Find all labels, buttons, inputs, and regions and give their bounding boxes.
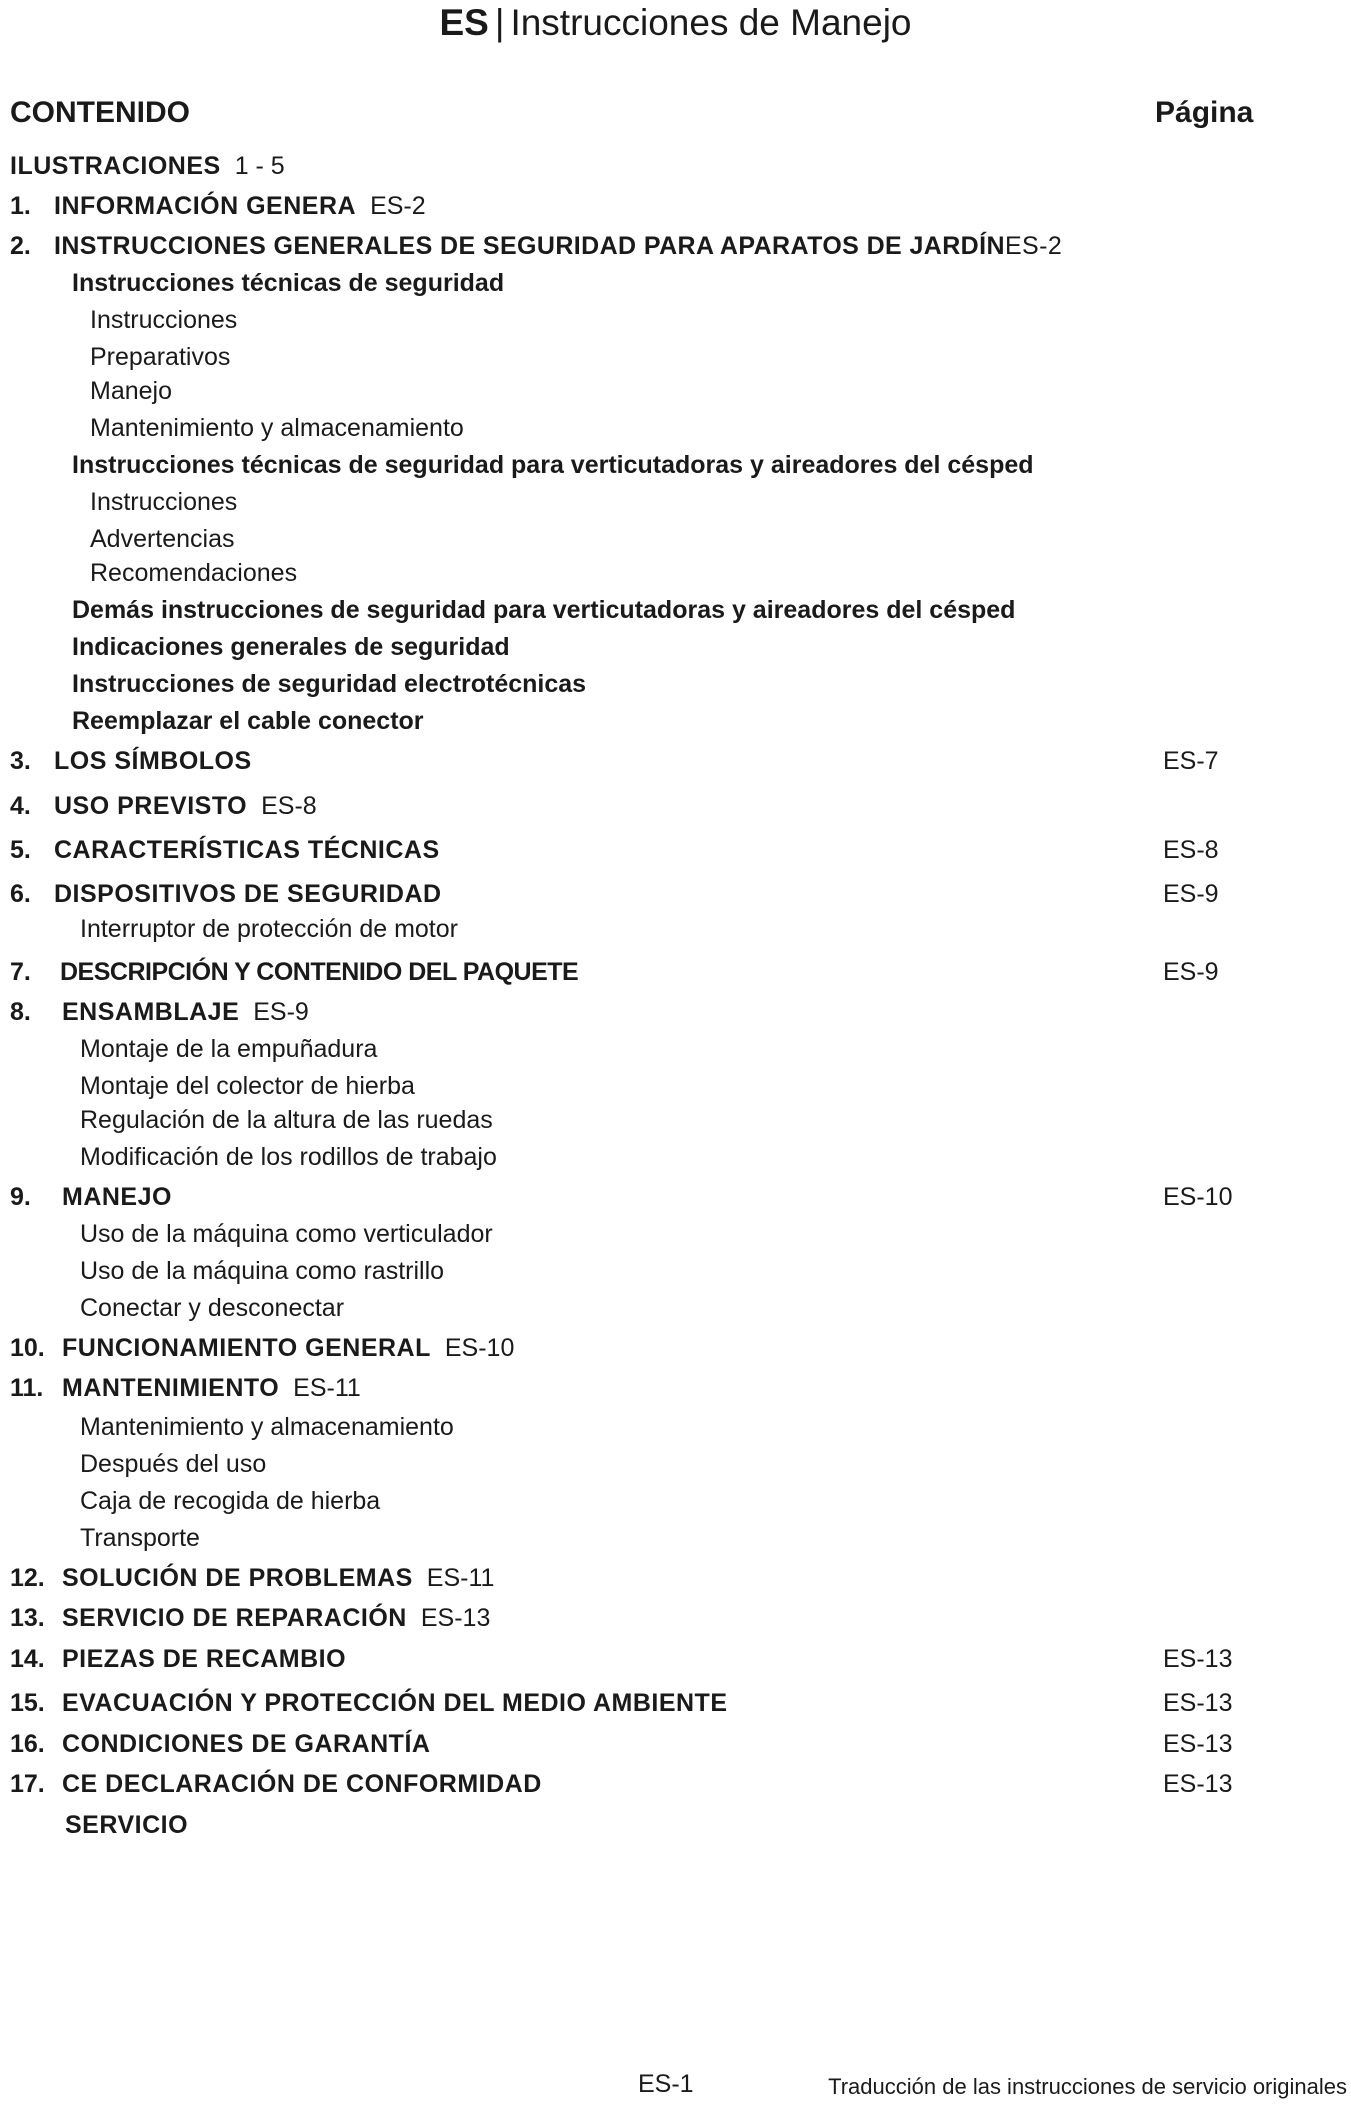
toc-entry-number: 12. [10, 1564, 45, 1592]
toc-entry [0, 1334, 1351, 1370]
toc-entry-title: LOS SÍMBOLOS [54, 747, 252, 775]
toc-entry-title: SOLUCIÓN DE PROBLEMAS ES-11 [62, 1564, 495, 1592]
toc-entry-title: Después del uso [80, 1450, 267, 1478]
translation-note: Traducción de las instrucciones de servicio originales [828, 2074, 1347, 2099]
toc-entry-title: Instrucciones [90, 306, 238, 334]
toc-entry-number: 11. [10, 1374, 44, 1402]
toc-entry [0, 1770, 1351, 1806]
toc-entry-title: INFORMACIÓN GENERA ES-2 [54, 192, 426, 220]
toc-entry-number: 16. [10, 1730, 45, 1758]
toc-entry-number: 6. [10, 880, 31, 908]
toc-entry-inline-page: ES-2 [370, 192, 426, 220]
toc-title: CONTENIDO [10, 96, 190, 129]
toc-entry [0, 1072, 1351, 1108]
toc-entry-page: ES-13 [1163, 1689, 1233, 1717]
toc-entry-title: ENSAMBLAJE ES-9 [62, 998, 309, 1026]
toc-entry-page: ES-10 [1163, 1183, 1233, 1211]
toc-entry [0, 414, 1351, 450]
toc-entry [0, 451, 1351, 487]
toc-entry-title: Reemplazar el cable conector [72, 707, 424, 735]
toc-entry [0, 1524, 1351, 1560]
toc-entry-page: ES-9 [1163, 958, 1219, 986]
toc-entry-page: ES-13 [1163, 1770, 1233, 1798]
toc-entry-page: ES-8 [1163, 836, 1219, 864]
toc-entry-number: 14. [10, 1645, 45, 1673]
toc-entry-title: Uso de la máquina como rastrillo [80, 1257, 445, 1285]
toc-entry [0, 958, 1351, 994]
toc-entry-number: 15. [10, 1689, 45, 1717]
toc-entry [0, 1294, 1351, 1330]
toc-entry-title: Montaje del colector de hierba [80, 1072, 415, 1100]
toc-entry [0, 915, 1351, 951]
toc-entry-title: ILUSTRACIONES 1 - 5 [10, 152, 285, 180]
page-column-header: Página [1155, 96, 1254, 129]
toc-entry-page: ES-13 [1163, 1730, 1233, 1758]
toc-entry [0, 269, 1351, 305]
toc-entry-title: Indicaciones generales de seguridad [72, 633, 510, 661]
toc-entry [0, 1220, 1351, 1256]
toc-entry-title: Instrucciones de seguridad electrotécnicas [72, 670, 587, 698]
toc-entry-title: Modificación de los rodillos de trabajo [80, 1143, 497, 1171]
toc-entry [0, 792, 1351, 828]
toc-entry-title: Preparativos [90, 343, 231, 371]
toc-entry-title: Regulación de la altura de las ruedas [80, 1106, 493, 1134]
header-title: Instrucciones de Manejo [510, 2, 912, 43]
toc-entry [0, 1564, 1351, 1600]
toc-entry-title: DESCRIPCIÓN Y CONTENIDO DEL PAQUETE [60, 958, 579, 986]
toc-entry-title: Transporte [80, 1524, 200, 1552]
toc-entry [0, 1450, 1351, 1486]
toc-entry [0, 1257, 1351, 1293]
toc-entry [0, 559, 1351, 595]
toc-entry [0, 1730, 1351, 1766]
toc-entry-number: 2. [10, 232, 31, 260]
toc-entry [0, 1645, 1351, 1681]
toc-entry-title: SERVICIO [65, 1811, 189, 1839]
toc-entry-title: Instrucciones técnicas de seguridad [72, 269, 505, 297]
toc-entry [0, 525, 1351, 561]
toc-entry [0, 192, 1351, 228]
toc-entry-inline-page: ES-13 [420, 1604, 491, 1632]
toc-entry [0, 670, 1351, 706]
page-header [0, 2, 1351, 44]
toc-entry-number: 9. [10, 1183, 31, 1211]
toc-entry-inline-page: ES-8 [261, 792, 317, 820]
toc-entry [0, 1604, 1351, 1640]
toc-entry [0, 1183, 1351, 1219]
toc-entry [0, 707, 1351, 743]
toc-entry [0, 1811, 1351, 1847]
toc-entry-number: 17. [10, 1770, 45, 1798]
toc-entry-title: EVACUACIÓN Y PROTECCIÓN DEL MEDIO AMBIENTE [62, 1689, 728, 1717]
toc-entry [0, 880, 1351, 916]
toc-entry-title: Montaje de la empuñadura [80, 1035, 378, 1063]
toc-entry-number: 13. [10, 1604, 45, 1632]
toc-entry-title: PIEZAS DE RECAMBIO [62, 1645, 347, 1673]
toc-entry-title: USO PREVISTO ES-8 [54, 792, 317, 820]
toc-entry-title: MANEJO [62, 1183, 172, 1211]
toc-entry-page: ES-13 [1163, 1645, 1233, 1673]
toc-entry-title: Manejo [90, 377, 172, 405]
toc-entry-number: 7. [10, 958, 31, 986]
toc-entry-title: MANTENIMIENTO ES-11 [62, 1374, 361, 1402]
toc-entry [0, 306, 1351, 342]
toc-entry-number: 10. [10, 1334, 45, 1362]
toc-entry-title: Mantenimiento y almacenamiento [90, 414, 464, 442]
toc-entry [0, 633, 1351, 669]
toc-entry-inline-page: ES-11 [426, 1564, 495, 1592]
toc-entry-title: DISPOSITIVOS DE SEGURIDAD [54, 880, 442, 908]
toc-entry [0, 1143, 1351, 1179]
toc-entry [0, 488, 1351, 524]
toc-entry-title: Uso de la máquina como verticulador [80, 1220, 493, 1248]
page-number: ES-1 [638, 2070, 694, 2098]
toc-entry [0, 343, 1351, 379]
toc-entry-number: 8. [10, 998, 31, 1026]
toc-entry-title: Recomendaciones [90, 559, 298, 587]
toc-entry [0, 1689, 1351, 1725]
toc-entry-title: Instrucciones técnicas de seguridad para verticutadoras y aireadores del césped [72, 451, 1034, 479]
toc-entry [0, 747, 1351, 783]
toc-entry [0, 596, 1351, 632]
toc-entry-number: 5. [10, 836, 31, 864]
toc-entry-title: SERVICIO DE REPARACIÓN ES-13 [62, 1604, 491, 1632]
toc-entry-page: ES-7 [1163, 747, 1219, 775]
toc-entry [0, 152, 1351, 188]
toc-entry-inline-page: ES-11 [293, 1374, 361, 1402]
toc-entry-inline-page: ES-10 [444, 1334, 515, 1362]
toc-entry-number: 3. [10, 747, 31, 775]
toc-entry [0, 1487, 1351, 1523]
toc-entry-title: CE DECLARACIÓN DE CONFORMIDAD [62, 1770, 542, 1798]
toc-entry-title: Conectar y desconectar [80, 1294, 345, 1322]
toc-entry-inline-page: ES-2 [1004, 232, 1063, 260]
toc-entry-title: INSTRUCCIONES GENERALES DE SEGURIDAD PARA APARATOS DE JARDÍNES-2 [54, 232, 1063, 260]
language-code: ES [439, 2, 489, 43]
toc-entry-title: FUNCIONAMIENTO GENERAL ES-10 [62, 1334, 515, 1362]
toc-entry-number: 4. [10, 792, 31, 820]
toc-entry-title: Mantenimiento y almacenamiento [80, 1413, 454, 1441]
toc-entry [0, 1035, 1351, 1071]
toc-entry [0, 998, 1351, 1034]
toc-entry-title: CONDICIONES DE GARANTÍA [62, 1730, 431, 1758]
toc-entry [0, 836, 1351, 872]
toc-entry [0, 1413, 1351, 1449]
toc-entry [0, 1374, 1351, 1410]
toc-entry-title: Caja de recogida de hierba [80, 1487, 381, 1515]
toc-entry-title: Instrucciones [90, 488, 238, 516]
toc-entry [0, 1106, 1351, 1142]
toc-entry-number: 1. [10, 192, 31, 220]
toc-entry-page: ES-9 [1163, 880, 1219, 908]
toc-entry-inline-page: ES-9 [253, 998, 309, 1026]
toc-entry-title: Interruptor de protección de motor [80, 915, 458, 943]
toc-entry-title: Advertencias [90, 525, 235, 553]
toc-entry-title: Demás instrucciones de seguridad para verticutadoras y aireadores del césped [72, 596, 1016, 624]
toc-entry-inline-page: 1 - 5 [234, 152, 285, 180]
toc-entry [0, 377, 1351, 413]
toc-entry [0, 232, 1351, 268]
header-separator: | [494, 2, 505, 43]
toc-entry-title: CARACTERÍSTICAS TÉCNICAS [54, 836, 440, 864]
